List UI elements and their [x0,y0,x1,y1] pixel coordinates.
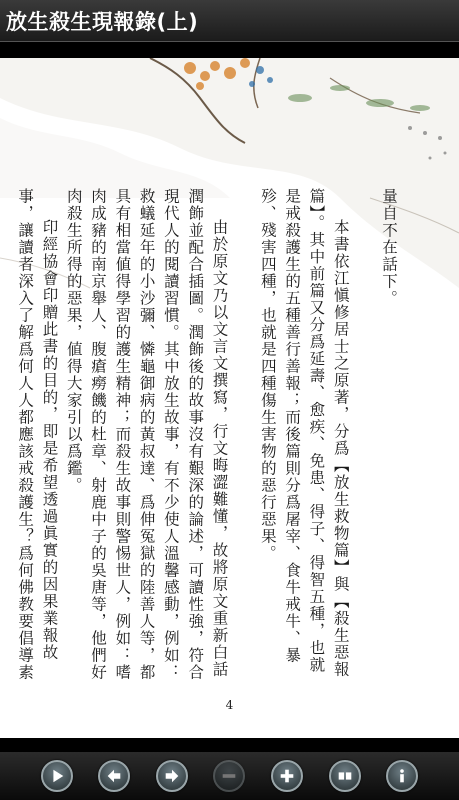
paragraph-4: 印經協會印贈此書的目的，即是希望透過眞實的因果業報故事，讓讀者深入了解爲何人人都應該戒殺護生？爲何佛教要倡導素 [16,188,59,681]
paragraph-1: 量自不在話下。 [380,188,398,307]
arrow-right-icon [163,767,181,785]
two-pages-icon [336,767,354,785]
paragraph-gap [353,188,377,688]
play-icon [48,767,66,785]
paragraph-2: 本書依江愼修居士之原著，分爲【放生救物篇】與【殺生惡報篇】。其中前篇又分爲延壽、愈疾、免患、得子、得智五種，也就是戒殺護生的五種善行善報；而後篇則分爲屠宰、食牛戒牛、暴殄、殘害四種，也就是四種傷生害物的惡行惡果。 [258,188,350,678]
paragraph-gap [232,188,256,688]
info-icon [393,767,411,785]
info-button[interactable] [386,760,418,792]
play-button[interactable] [41,760,73,792]
title-bar [0,0,459,42]
zoom-out-button[interactable] [213,760,245,792]
top-spacer [0,42,459,58]
zoom-in-button[interactable] [271,760,303,792]
page-layout-button[interactable] [329,760,361,792]
plus-icon [278,767,296,785]
page-number: 4 [225,698,234,712]
arrow-left-icon [105,767,123,785]
app-title: 放生殺生現報錄(上) [6,9,199,34]
bottom-spacer [0,738,459,752]
book-page[interactable] [0,58,459,738]
minus-icon [220,767,238,785]
previous-page-button[interactable] [98,760,130,792]
paragraph-3: 由於原文乃以文言文撰寫，行文晦澀難懂，故將原文重新白話潤飾並配合插圖。潤飾後的故事沒有艱深的論述，可讀性強，符合現代人的閱讀習慣。其中放生故事，有不少使人溫馨感動，例如：救蟻延年的小沙彌、憐龜御病的黃叔達、爲伸冤獄的陸善人等，都具有相當値得學習的護生精神；而殺生故事則警惕世人，例如：嗜肉成豬的南京舉人、腹瘡癆饑的杜章、射鹿中子的吳唐等，他們好肉殺生所得的惡果，値得大家引以爲鑑。 [64,188,229,681]
page-text [13,188,401,688]
next-page-button[interactable] [156,760,188,792]
bottom-toolbar [0,752,459,800]
